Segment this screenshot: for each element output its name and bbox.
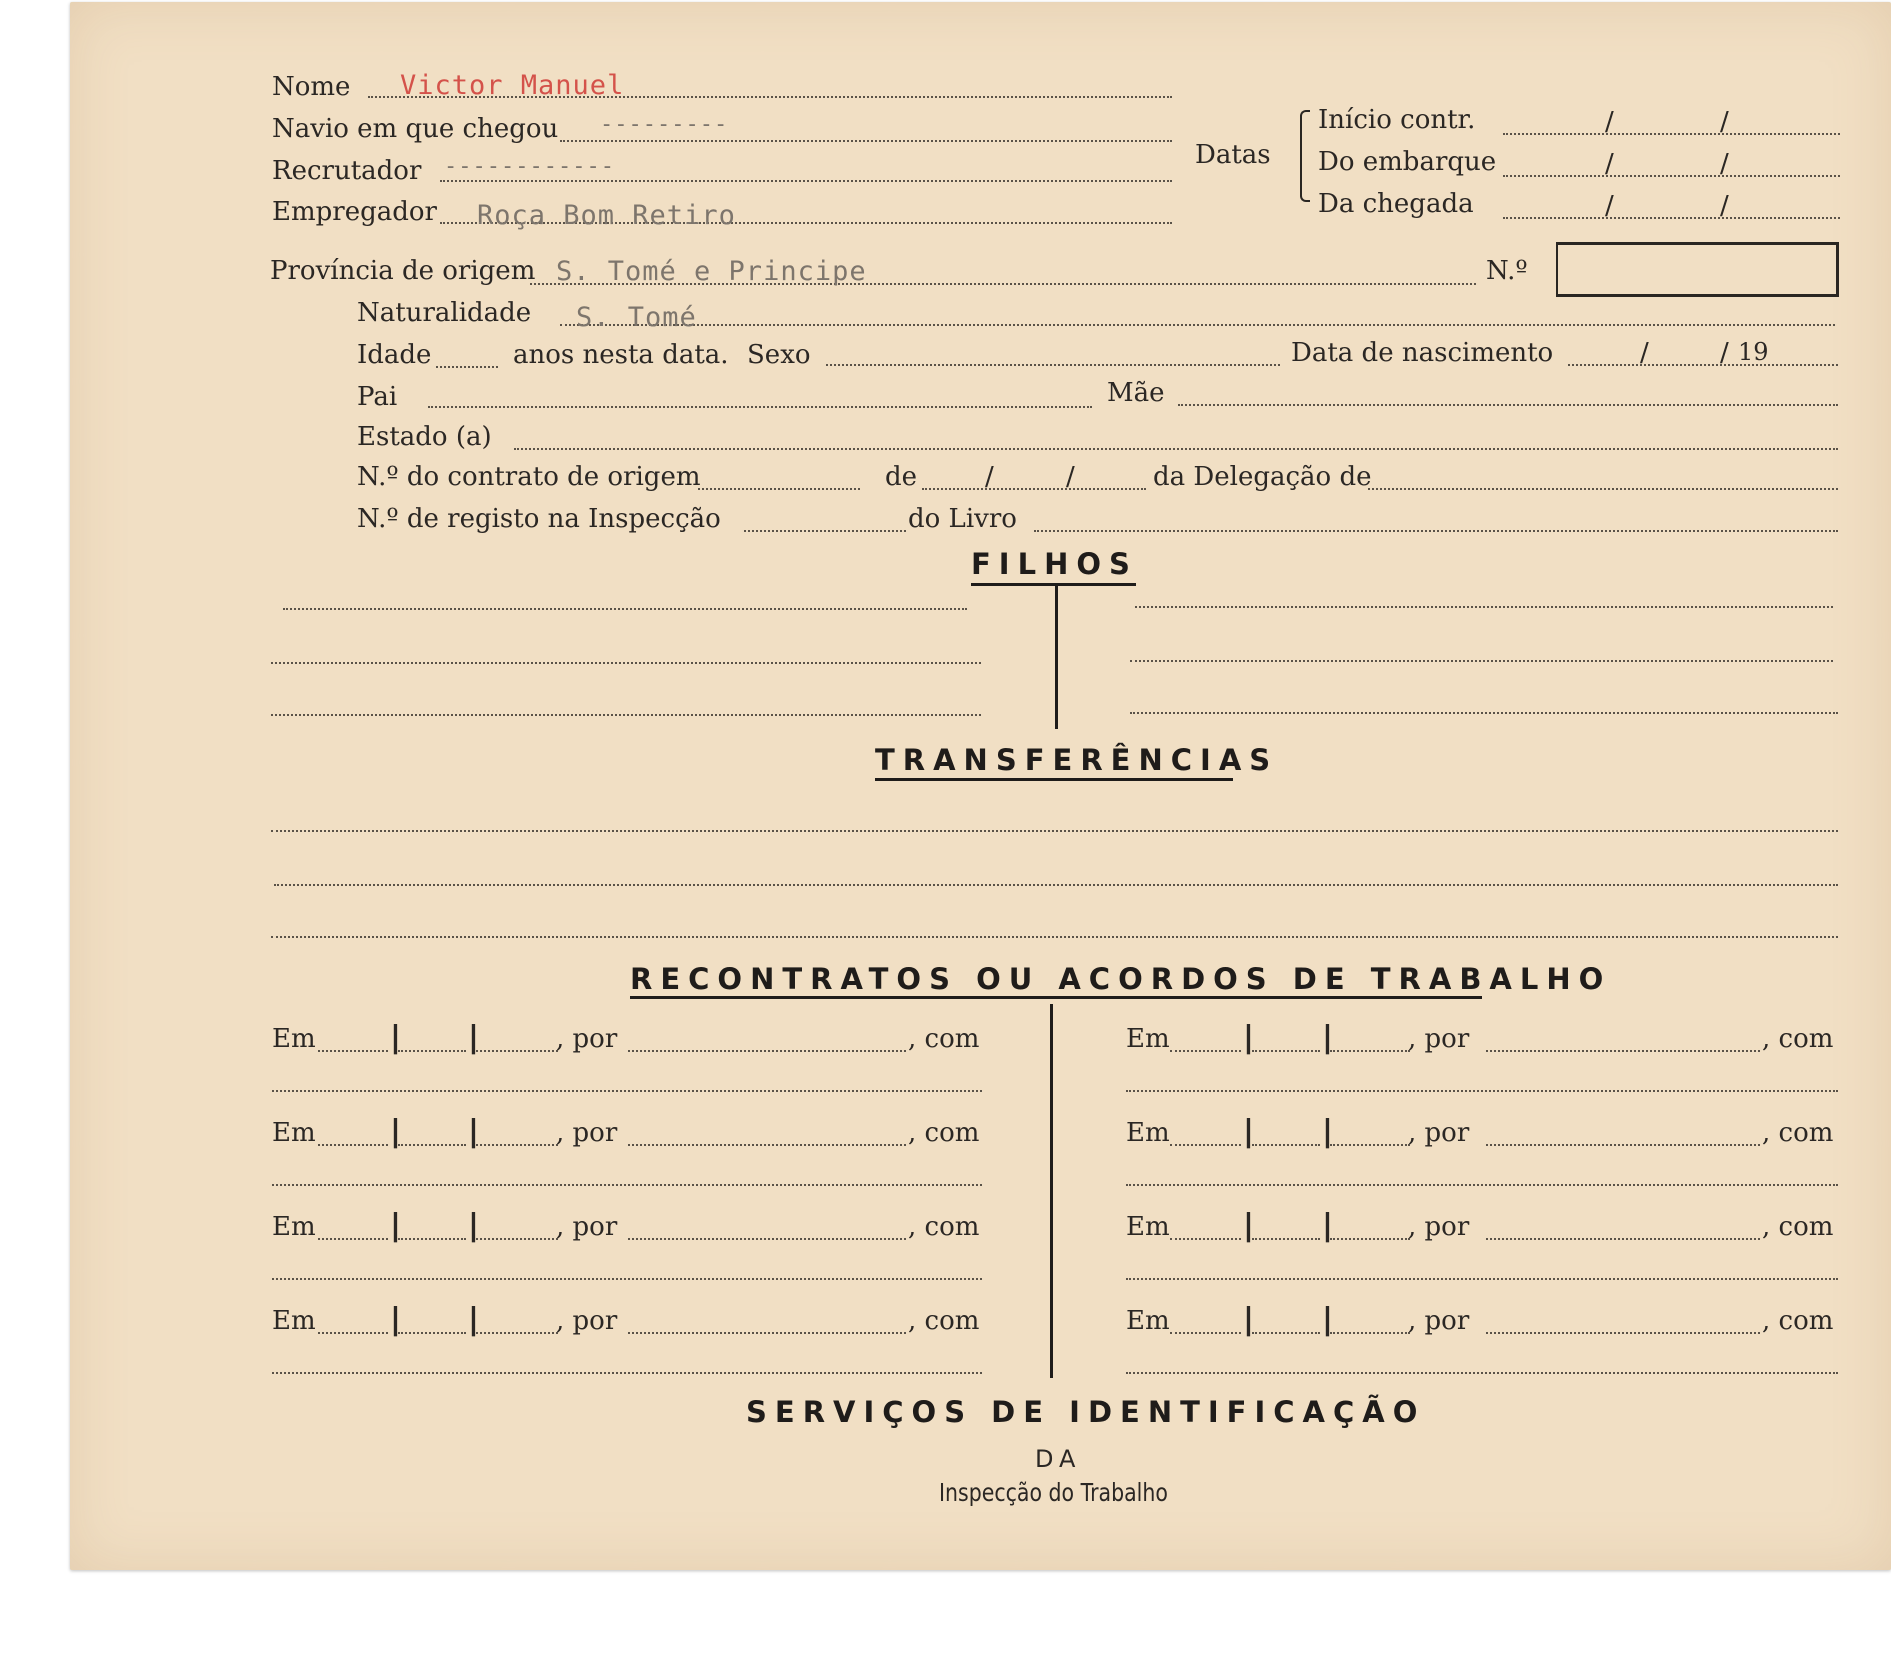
inicio-slash-2: / [1720,107,1729,137]
recontrato-por-label: , por [1408,1212,1470,1242]
recontrato-day-line-right-4[interactable] [1170,1332,1241,1334]
recontrato-month-line-right-1[interactable] [1252,1050,1320,1052]
filhos-line-left-2[interactable] [271,662,981,664]
recontrato-day-line-left-3[interactable] [318,1238,388,1240]
recontrato-em-label: Em [272,1024,316,1054]
recontrato-em-label: Em [1126,1024,1170,1054]
datas-label: Datas [1195,140,1271,170]
recontrato-month-line-left-1[interactable] [398,1050,466,1052]
embarque-slash-2: / [1720,149,1729,179]
recontrato-bar-1: | [1243,1208,1254,1243]
transferencias-line-3[interactable] [271,936,1838,938]
filhos-line-right-1[interactable] [1135,606,1833,608]
embarque-slash-1: / [1605,149,1614,179]
recontrato-por-line-right-1[interactable] [1486,1050,1760,1052]
recontrato-bar-2: | [468,1208,479,1243]
inicio-line[interactable] [1503,133,1840,135]
inspeccao-text: Inspecção do Trabalho [939,1478,1168,1507]
data-nasc-slash-1: / [1640,338,1649,368]
delegacao-label: da Delegação de [1153,462,1372,492]
filhos-line-left-3[interactable] [271,714,981,716]
pai-label: Pai [357,382,398,412]
recontrato-day-line-left-4[interactable] [318,1332,388,1334]
sexo-label: Sexo [747,340,811,370]
idade-label: Idade [357,340,432,370]
recontrato-bar-2: | [468,1302,479,1337]
sexo-line[interactable] [826,364,1280,366]
recrutador-line [440,180,1172,182]
recontrato-em-label: Em [1126,1212,1170,1242]
provincia-label: Província de origem [270,256,536,286]
chegada-slash-2: / [1720,191,1729,221]
contrato-slash-2: / [1066,462,1075,492]
recontrato-year-line-right-4[interactable] [1330,1332,1410,1334]
estado-line[interactable] [514,448,1838,450]
recontrato-second-line-right-2[interactable] [1126,1184,1838,1186]
empregador-label: Empregador [272,197,437,227]
embarque-label: Do embarque [1318,147,1497,177]
recontrato-bar-2: | [468,1114,479,1149]
data-nascimento-line[interactable] [1568,364,1838,366]
datas-brace [1300,110,1310,202]
recontrato-com-label: , com [1762,1212,1834,1242]
recontrato-em-label: Em [272,1118,316,1148]
recontrato-day-line-left-1[interactable] [318,1050,388,1052]
contrato-label: N.º do contrato de origem [357,462,701,492]
inicio-label: Início contr. [1318,105,1476,135]
recontrato-bar-1: | [1243,1302,1254,1337]
registo-label: N.º de registo na Inspecção [357,504,721,534]
naturalidade-value[interactable]: S. Tomé [576,302,697,333]
recontrato-por-label: , por [1408,1118,1470,1148]
recontrato-por-line-right-3[interactable] [1486,1238,1760,1240]
recontrato-por-label: , por [556,1118,618,1148]
recontrato-por-line-right-2[interactable] [1486,1144,1760,1146]
recontrato-second-line-left-4[interactable] [272,1372,982,1374]
empregador-value[interactable]: Roça Bom Retiro [477,200,736,231]
servicos-heading: SERVIÇOS DE IDENTIFICAÇÃO [746,1395,1426,1429]
recontrato-por-line-left-4[interactable] [628,1332,906,1334]
recontrato-bar-2: | [1322,1114,1333,1149]
recontrato-month-line-right-4[interactable] [1252,1332,1320,1334]
provincia-value[interactable]: S. Tomé e Principe [556,256,867,287]
recontratos-underline [630,996,1482,999]
recontrato-month-line-left-2[interactable] [398,1144,466,1146]
recontrato-por-line-left-3[interactable] [628,1238,906,1240]
anos-label: anos nesta data. [513,340,729,370]
recrutador-value[interactable]: ------------ [444,154,615,179]
livro-label: do Livro [908,504,1017,534]
naturalidade-label: Naturalidade [357,298,532,328]
inicio-slash-1: / [1605,107,1614,137]
recontrato-bar-1: | [390,1208,401,1243]
recontratos-divider [1050,1004,1053,1378]
contrato-line[interactable] [698,488,860,490]
recontrato-day-line-right-3[interactable] [1170,1238,1241,1240]
recontrato-year-line-left-3[interactable] [476,1238,558,1240]
filhos-underline [971,583,1136,586]
recontrato-month-line-right-2[interactable] [1252,1144,1320,1146]
numero-box[interactable] [1556,242,1839,297]
navio-line [560,140,1172,142]
recontrato-bar-1: | [390,1302,401,1337]
navio-value[interactable]: --------- [600,112,729,137]
recontrato-second-line-left-2[interactable] [272,1184,982,1186]
contrato-slash-1: / [985,462,994,492]
filhos-line-right-3[interactable] [1130,712,1838,714]
data-nascimento-label: Data de nascimento [1291,338,1554,368]
recontrato-por-label: , por [1408,1024,1470,1054]
recontrato-month-line-left-3[interactable] [398,1238,466,1240]
recontrato-por-line-left-2[interactable] [628,1144,906,1146]
recontrato-em-label: Em [272,1306,316,1336]
recontrato-bar-2: | [1322,1208,1333,1243]
recrutador-label: Recrutador [272,156,422,186]
recontrato-com-label: , com [1762,1024,1834,1054]
mae-line[interactable] [1178,404,1838,406]
contrato-date-line[interactable] [922,488,1146,490]
delegacao-line[interactable] [1368,488,1838,490]
transferencias-underline [875,778,1233,781]
recontratos-heading: RECONTRATOS OU ACORDOS DE TRABALHO [630,962,1612,996]
recontrato-com-label: , com [908,1306,980,1336]
recontrato-year-line-left-4[interactable] [476,1332,558,1334]
recontrato-em-label: Em [1126,1118,1170,1148]
recontrato-por-label: , por [556,1306,618,1336]
recontrato-bar-2: | [1322,1020,1333,1055]
recontrato-bar-2: | [1322,1302,1333,1337]
recontrato-second-line-right-4[interactable] [1126,1372,1838,1374]
data-nasc-slash-2: / [1720,338,1729,368]
nome-value[interactable]: Victor Manuel [400,70,625,101]
estado-label: Estado (a) [357,422,492,452]
recontrato-day-line-right-2[interactable] [1170,1144,1241,1146]
livro-line[interactable] [1034,530,1838,532]
pai-line[interactable] [428,406,1092,408]
chegada-slash-1: / [1605,191,1614,221]
recontrato-bar-1: | [390,1020,401,1055]
nineteen-text: 19 [1738,338,1769,366]
registo-line[interactable] [744,530,906,532]
recontrato-day-line-right-1[interactable] [1170,1050,1241,1052]
recontrato-com-label: , com [908,1212,980,1242]
recontrato-com-label: , com [1762,1306,1834,1336]
recontrato-month-line-left-4[interactable] [398,1332,466,1334]
nome-label: Nome [272,72,351,102]
embarque-line[interactable] [1503,175,1840,177]
numero-label: N.º [1486,256,1528,286]
recontrato-com-label: , com [1762,1118,1834,1148]
recontrato-em-label: Em [1126,1306,1170,1336]
transferencias-heading: TRANSFERÊNCIAS [875,743,1279,777]
recontrato-day-line-left-2[interactable] [318,1144,388,1146]
recontrato-com-label: , com [908,1118,980,1148]
recontrato-year-line-right-3[interactable] [1330,1238,1410,1240]
filhos-line-left-1[interactable] [283,608,967,610]
recontrato-month-line-right-3[interactable] [1252,1238,1320,1240]
recontrato-year-line-left-1[interactable] [476,1050,558,1052]
recontrato-second-line-right-3[interactable] [1126,1278,1838,1280]
mae-label: Mãe [1107,378,1165,408]
recontrato-second-line-left-3[interactable] [272,1278,982,1280]
filhos-heading: FILHOS [971,547,1138,581]
recontrato-por-line-left-1[interactable] [628,1050,906,1052]
recontrato-second-line-left-1[interactable] [272,1090,982,1092]
recontrato-em-label: Em [272,1212,316,1242]
registration-card [70,2,1891,1570]
recontrato-por-label: , por [1408,1306,1470,1336]
recontrato-por-line-right-4[interactable] [1486,1332,1760,1334]
recontrato-com-label: , com [908,1024,980,1054]
recontrato-por-label: , por [556,1024,618,1054]
recontrato-second-line-right-1[interactable] [1126,1090,1838,1092]
recontrato-por-label: , por [556,1212,618,1242]
filhos-line-right-2[interactable] [1130,660,1833,662]
da-text: DA [1035,1445,1082,1473]
transferencias-line-2[interactable] [274,884,1838,886]
navio-label: Navio em que chegou [272,114,559,144]
chegada-label: Da chegada [1318,189,1474,219]
recontrato-year-line-left-2[interactable] [476,1144,558,1146]
recontrato-year-line-right-2[interactable] [1330,1144,1410,1146]
recontrato-year-line-right-1[interactable] [1330,1050,1410,1052]
contrato-de-label: de [885,462,918,492]
transferencias-line-1[interactable] [271,830,1838,832]
recontrato-bar-1: | [390,1114,401,1149]
recontrato-bar-1: | [1243,1020,1254,1055]
recontrato-bar-2: | [468,1020,479,1055]
recontrato-bar-1: | [1243,1114,1254,1149]
chegada-line[interactable] [1503,217,1840,219]
filhos-divider [1055,586,1058,729]
naturalidade-line [560,324,1835,326]
idade-line[interactable] [436,366,498,368]
